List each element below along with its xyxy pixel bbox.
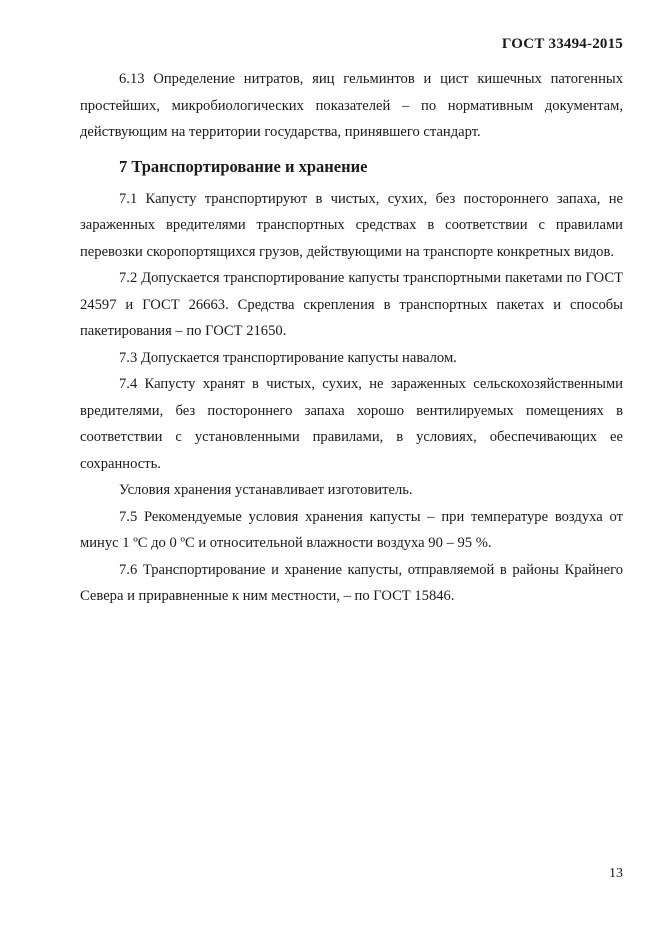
document-header-id: ГОСТ 33494-2015 (501, 36, 623, 52)
section-title: 7 Транспортирование и хранение (119, 156, 368, 176)
document-body (80, 66, 623, 610)
paragraph-storage-conditions: Условия хранения устанавливает изготовитель. (119, 482, 413, 498)
paragraph-6-13: 6.13 Определение нитратов, яиц гельминтов и цист кишечных патогенных простейших, микробиологических показателей – по нормативным документам, действующим на территории государства, принявшего стандарт. (80, 71, 623, 140)
paragraph-7-5: 7.5 Рекомендуемые условия хранения капусты – при температуре воздуха от минус 1 ºС до 0 ºС и относительной влажности воздуха 90 – 95 %. (80, 508, 623, 551)
paragraph-7-3: 7.3 Допускается транспортирование капусты навалом. (119, 349, 457, 366)
page-number: 13 (609, 866, 623, 881)
paragraph-7-4: 7.4 Капусту хранят в чистых, сухих, не зараженных сельскохозяйственными вредителями, без постороннего запаха хорошо вентилируемых помещениях в соответствии с установленными правилами, в условиях, обеспечивающих ее сохранность. (80, 376, 623, 472)
paragraph-7-1: 7.1 Капусту транспортируют в чистых, сухих, без постороннего запаха, не зараженных вредителями транспортных средствах в соответствии с правилами перевозки скоропортящихся грузов, действующими на транспорте конкретных видов. (80, 190, 623, 260)
paragraph-7-2: 7.2 Допускается транспортирование капусты транспортными пакетами по ГОСТ 24597 и ГОСТ 26663. Средства скрепления в транспортных пакетах и способы пакетирования – по ГОСТ 21650. (80, 270, 623, 339)
paragraph-7-6: 7.6 Транспортирование и хранение капусты, отправляемой в районы Крайнего Севера и приравненные к ним местности, – по ГОСТ 15846. (80, 561, 623, 604)
